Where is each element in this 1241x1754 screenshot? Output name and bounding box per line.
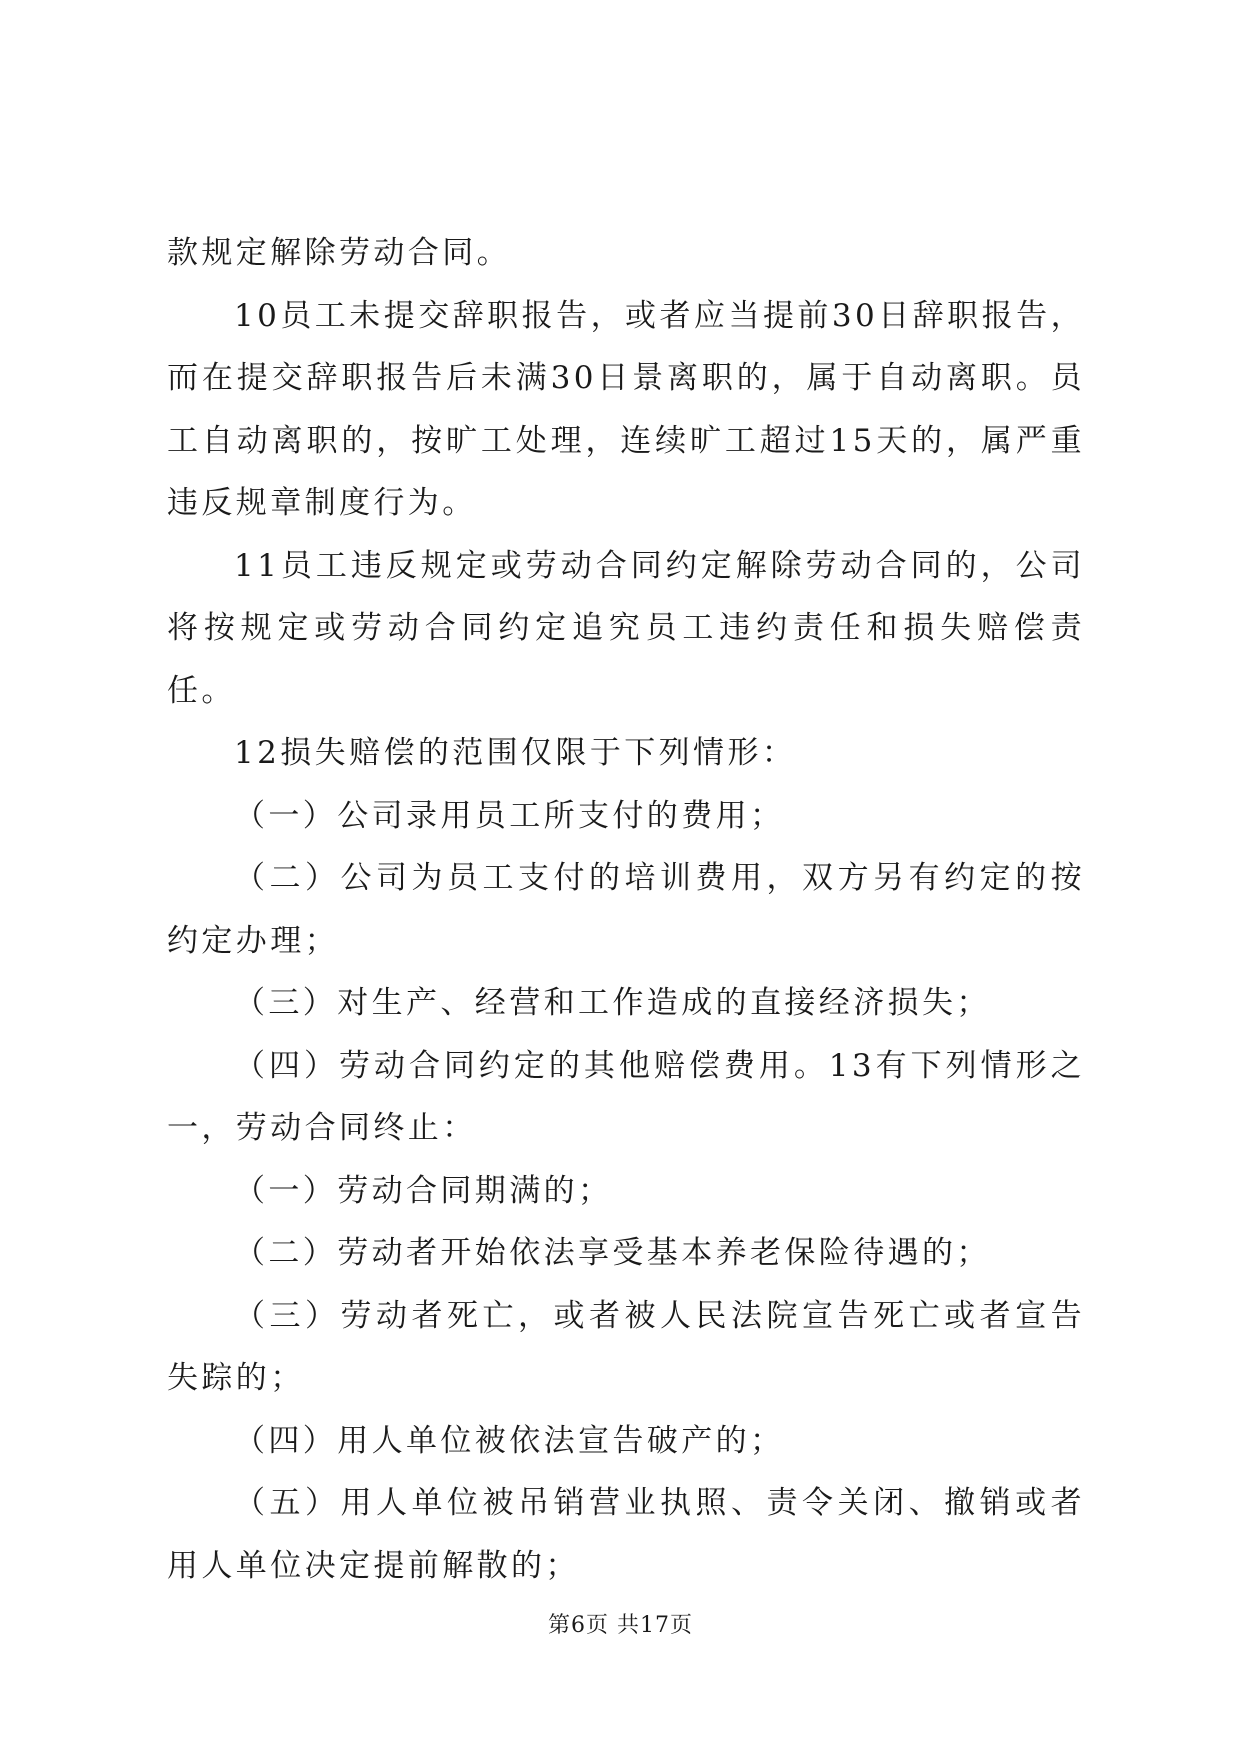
paragraph-2: 10员工未提交辞职报告，或者应当提前30日辞职报告，而在提交辞职报告后未满30日景离职的，属于自动离职。员工自动离职的，按旷工处理，连续旷工超过15天的，属严重违反规章制度行为。: [167, 297, 1085, 521]
list-item-1: （一）公司录用员工所支付的费用；: [234, 797, 785, 834]
paragraph-4: 12损失赔偿的范围仅限于下列情形：: [234, 735, 797, 771]
list-item-2: （二）公司为员工支付的培训费用，双方另有约定的按约定办理；: [167, 860, 1085, 959]
list-item-5: （一）劳动合同期满的；: [234, 1172, 613, 1209]
list-item-8: （四）用人单位被依法宣告破产的；: [234, 1422, 785, 1459]
paragraph-3: 11员工违反规定或劳动合同约定解除劳动合同的，公司将按规定或劳动合同约定追究员工违约责任和损失赔偿责任。: [167, 547, 1085, 709]
list-item-6: （二）劳动者开始依法享受基本养老保险待遇的；: [234, 1235, 991, 1271]
list-item-7: （三）劳动者死亡，或者被人民法院宣告死亡或者宣告失踪的；: [167, 1297, 1085, 1396]
list-item-9: （五）用人单位被吊销营业执照、责令关闭、撤销或者用人单位决定提前解散的；: [167, 1485, 1085, 1584]
document-body: [167, 222, 1085, 1597]
list-item-3: （三）对生产、经营和工作造成的直接经济损失；: [234, 985, 991, 1021]
page-footer: 第6页 共17页: [548, 1613, 693, 1638]
list-item-4: （四）劳动合同约定的其他赔偿费用。13有下列情形之一，劳动合同终止：: [167, 1047, 1085, 1146]
paragraph-1: 款规定解除劳动合同。: [167, 235, 511, 271]
